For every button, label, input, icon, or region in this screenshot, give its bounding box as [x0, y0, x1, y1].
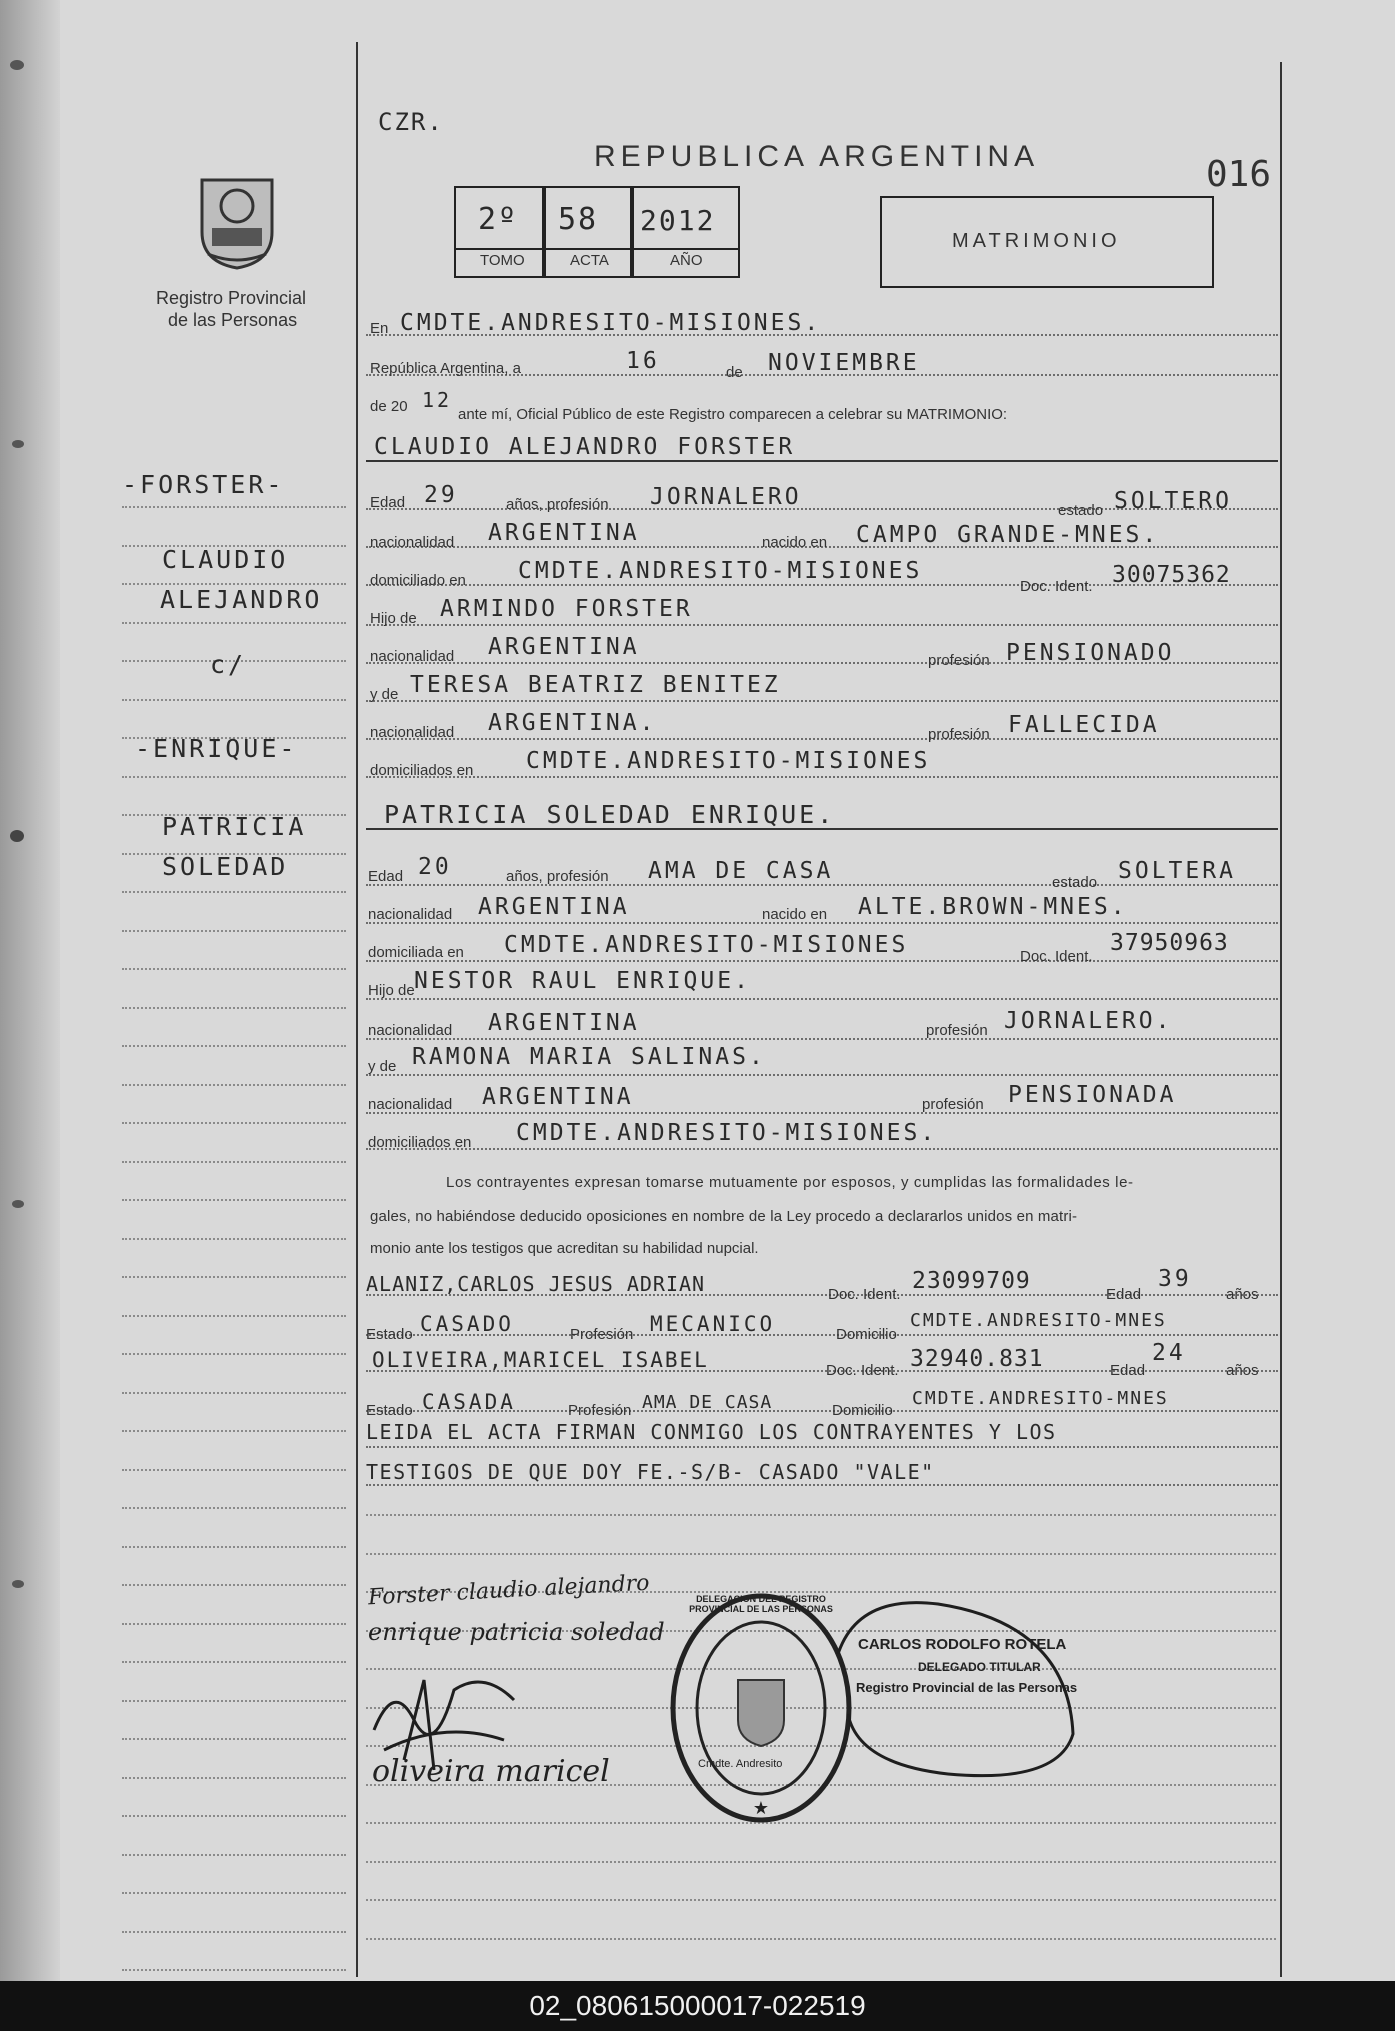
witness1-edad-label: Edad: [1106, 1286, 1142, 1303]
act-type-box: [880, 196, 1214, 288]
margin-ruled-line: [122, 1661, 346, 1663]
tomo-box: [454, 186, 546, 278]
body-ruled-line: [366, 1514, 1276, 1516]
groom-mother: TERESA BEATRIZ BENITEZ: [410, 672, 781, 698]
bride-dom-label: domiciliada en: [368, 944, 464, 961]
witness2-anos-label: años: [1226, 1362, 1259, 1379]
shield-icon: [192, 172, 282, 272]
witness1-domicile: CMDTE.ANDRESITO-MNES: [910, 1310, 1167, 1331]
svg-text:★: ★: [752, 1798, 770, 1818]
margin-ruled-line: [122, 776, 346, 778]
bride-parents-domicile: CMDTE.ANDRESITO-MISIONES.: [516, 1120, 938, 1146]
page-number: 016: [1206, 154, 1272, 195]
witness1-age: 39: [1158, 1266, 1192, 1292]
acta-box: [542, 186, 634, 278]
de-label: de: [726, 364, 743, 381]
bride-father-nac-label: nacionalidad: [368, 1022, 453, 1039]
ano-box: [630, 186, 740, 278]
tomo-label: TOMO: [480, 252, 525, 269]
official-title: DELEGADO TITULAR: [918, 1660, 1041, 1674]
acta-value: 58: [558, 202, 599, 237]
groom-edad-label: Edad: [370, 494, 406, 511]
stamp-text: DELEGACION DEL REGISTRO PROVINCIAL DE LAS PERSONAS: [689, 1594, 833, 1614]
declaration-line-1: Los contrayentes expresan tomarse mutuamente por esposos, y cumplidas las formalidades le-: [446, 1174, 1134, 1191]
corner-note: CZR.: [378, 108, 444, 136]
witness2-doc: 32940.831: [910, 1346, 1044, 1372]
witness1-estado-label: Estado: [366, 1326, 413, 1343]
margin-ruled-line: [122, 1276, 346, 1278]
margin-ruled-line: [122, 1700, 346, 1702]
groom-age: 29: [424, 482, 458, 508]
year-prefix: de 20: [370, 398, 408, 415]
tomo-value: 2º: [478, 202, 519, 237]
day-value: 16: [626, 348, 660, 374]
margin-ruled-line: [122, 1353, 346, 1355]
groom-parents-domicile: CMDTE.ANDRESITO-MISIONES: [526, 748, 931, 774]
bride-parents-dom-label: domiciliados en: [368, 1134, 472, 1151]
groom-profession: JORNALERO: [650, 484, 802, 510]
margin-ruled-line: [122, 1122, 346, 1124]
margin-ruled-line: [122, 1777, 346, 1779]
groom-father-prof-label: profesión: [928, 652, 990, 669]
witness1-name: ALANIZ,CARLOS JESUS ADRIAN: [366, 1272, 706, 1296]
margin-ruled-line: [122, 1969, 346, 1971]
groom-estado-label: estado: [1058, 502, 1104, 519]
groom-mother-prof-label: profesión: [928, 726, 990, 743]
margin-ruled-line: [122, 1161, 346, 1163]
margin-ruled-line: [122, 1469, 346, 1471]
margin-ruled-line: [122, 1623, 346, 1625]
binding-hole: [10, 60, 24, 70]
groom-parents-dom-label: domiciliados en: [370, 762, 474, 779]
binding-hole: [12, 1580, 24, 1588]
groom-hijo-label: Hijo de: [370, 610, 417, 627]
witness1-dom-label: Domicilio: [836, 1326, 897, 1343]
witness2-estado-label: Estado: [366, 1402, 413, 1419]
bride-mother-nat: ARGENTINA: [482, 1084, 634, 1110]
witness2-prof-label: Profesión: [568, 1402, 632, 1419]
intro-clause: ante mí, Oficial Público de este Registro comparecen a celebrar su MATRIMONIO:: [458, 406, 1008, 423]
witness1-doc-label: Doc. Ident.: [828, 1286, 901, 1303]
ano-value: 2012: [640, 204, 716, 237]
margin-ruled-line: [122, 1507, 346, 1509]
margin-ruled-line: [122, 1546, 346, 1548]
groom-yde-label: y de: [370, 686, 399, 703]
groom-domicile: CMDTE.ANDRESITO-MISIONES: [518, 558, 923, 584]
witness2-dom-label: Domicilio: [832, 1402, 893, 1419]
groom-nationality: ARGENTINA: [488, 520, 640, 546]
margin-ruled-line: [122, 1815, 346, 1817]
witness1-doc: 23099709: [912, 1268, 1031, 1294]
margin-ruled-line: [122, 1738, 346, 1740]
bride-age: 20: [418, 854, 452, 880]
margin-ruled-line: [122, 891, 346, 893]
groom-anos-label: años, profesión: [506, 496, 609, 513]
margin-ruled-line: [122, 1084, 346, 1086]
bride-domicile: CMDTE.ANDRESITO-MISIONES: [504, 932, 909, 958]
bride-doc: 37950963: [1110, 930, 1229, 956]
margin-divider: [356, 42, 358, 1977]
official-name: CARLOS RODOLFO ROTELA: [858, 1636, 1067, 1653]
margin-bride-given-1: PATRICIA: [162, 812, 307, 841]
margin-ruled-line: [122, 1315, 346, 1317]
bride-edad-label: Edad: [368, 868, 404, 885]
groom-mother-nat: ARGENTINA.: [488, 710, 657, 736]
registry-name-2: de las Personas: [168, 310, 298, 330]
signature-groom: Forster claudio alejandro: [367, 1570, 651, 1611]
witness2-age: 24: [1152, 1340, 1186, 1366]
closing-line-1: LEIDA EL ACTA FIRMAN CONMIGO LOS CONTRAYENTES Y LOS: [366, 1420, 1057, 1444]
ano-label: AÑO: [670, 252, 703, 269]
signature-witness: oliveira maricel: [372, 1754, 610, 1789]
bride-nacido-label: nacido en: [762, 906, 828, 923]
groom-estado: SOLTERO: [1114, 488, 1232, 514]
registry-seal: [192, 172, 282, 272]
bride-father-prof-label: profesión: [926, 1022, 988, 1039]
bride-hijo-label: Hijo de: [368, 982, 415, 999]
bride-full-name: PATRICIA SOLEDAD ENRIQUE.: [384, 800, 836, 829]
margin-ruled-line: [122, 1584, 346, 1586]
margin-bride-surname: -ENRIQUE-: [135, 734, 298, 763]
margin-ruled-line: [122, 1238, 346, 1240]
bride-nac-label: nacionalidad: [368, 906, 453, 923]
binding-hole: [10, 830, 24, 842]
bride-yde-label: y de: [368, 1058, 397, 1075]
witness2-domicile: CMDTE.ANDRESITO-MNES: [912, 1388, 1169, 1409]
binding-hole: [12, 440, 24, 448]
witness1-anos-label: años: [1226, 1286, 1259, 1303]
margin-ruled-line: [122, 1430, 346, 1432]
witness1-prof-label: Profesión: [570, 1326, 634, 1343]
republica-label: República Argentina, a: [370, 360, 521, 377]
declaration-line-3: monio ante los testigos que acreditan su habilidad nupcial.: [370, 1240, 759, 1257]
place-value: CMDTE.ANDRESITO-MISIONES.: [400, 310, 822, 336]
margin-ruled-line: [122, 622, 346, 624]
bride-doc-label: Doc. Ident.: [1020, 948, 1093, 965]
bride-estado: SOLTERA: [1118, 858, 1236, 884]
groom-mother-prof: FALLECIDA: [1008, 712, 1160, 738]
groom-father-nac-label: nacionalidad: [370, 648, 455, 665]
margin-ruled-line: [122, 506, 346, 508]
margin-ruled-line: [122, 1854, 346, 1856]
acta-label: ACTA: [570, 252, 609, 269]
country-title: REPUBLICA ARGENTINA: [594, 140, 1040, 173]
closing-line-2: TESTIGOS DE QUE DOY FE.-S/B- CASADO "VALE": [366, 1460, 935, 1484]
bride-anos-label: años, profesión: [506, 868, 609, 885]
margin-ruled-line: [122, 1199, 346, 1201]
stamp-center-text: Cmdte. Andresito: [698, 1758, 783, 1770]
margin-groom-surname: -FORSTER-: [122, 470, 285, 499]
body-ruled-line: [366, 1553, 1276, 1555]
margin-ruled-line: [122, 1392, 346, 1394]
groom-father-nat: ARGENTINA: [488, 634, 640, 660]
bride-profession: AMA DE CASA: [648, 858, 834, 884]
margin-groom-given-1: CLAUDIO: [162, 545, 289, 574]
witness1-estado: CASADO: [420, 1312, 514, 1336]
year-suffix: 12: [422, 388, 453, 412]
body-ruled-line: [366, 1861, 1276, 1863]
registry-name: Registro Provincial: [156, 288, 307, 308]
margin-conjunction: c/: [210, 650, 247, 679]
bride-nationality: ARGENTINA: [478, 894, 630, 920]
bride-mother: RAMONA MARIA SALINAS.: [412, 1044, 766, 1070]
witness2-profession: AMA DE CASA: [642, 1392, 773, 1413]
bride-mother-nac-label: nacionalidad: [368, 1096, 453, 1113]
margin-ruled-line: [122, 1045, 346, 1047]
witness2-name: OLIVEIRA,MARICEL ISABEL: [372, 1348, 709, 1372]
bride-estado-label: estado: [1052, 874, 1098, 891]
en-label: En: [370, 320, 389, 337]
bride-father: NESTOR RAUL ENRIQUE.: [414, 968, 751, 994]
margin-ruled-line: [122, 968, 346, 970]
groom-father: ARMINDO FORSTER: [440, 596, 693, 622]
binding-hole: [12, 1200, 24, 1208]
declaration-line-2: gales, no habiéndose deducido oposiciones en nombre de la Ley procedo a declararlos unidos en matri-: [370, 1208, 1078, 1225]
groom-father-prof: PENSIONADO: [1006, 640, 1175, 666]
bride-father-nat: ARGENTINA: [488, 1010, 640, 1036]
margin-ruled-line: [122, 699, 346, 701]
signature-bride: enrique patricia soledad: [368, 1618, 665, 1646]
groom-doc: 30075362: [1112, 562, 1231, 588]
margin-ruled-line: [122, 1007, 346, 1009]
margin-groom-given-2: ALEJANDRO: [160, 585, 323, 614]
bride-mother-prof-label: profesión: [922, 1096, 984, 1113]
bride-birthplace: ALTE.BROWN-MNES.: [858, 894, 1128, 920]
groom-doc-label: Doc. Ident.: [1020, 578, 1093, 595]
witness1-profession: MECANICO: [650, 1312, 776, 1336]
official-org: Registro Provincial de las Personas: [856, 1680, 1078, 1695]
groom-dom-label: domiciliado en: [370, 572, 466, 589]
witness2-edad-label: Edad: [1110, 1362, 1146, 1379]
groom-nacido-label: nacido en: [762, 534, 828, 551]
witness2-estado: CASADA: [422, 1390, 516, 1414]
margin-ruled-line: [122, 1892, 346, 1894]
margin-bride-given-2: SOLEDAD: [162, 852, 289, 881]
groom-nac-label: nacionalidad: [370, 534, 455, 551]
groom-mother-nac-label: nacionalidad: [370, 724, 455, 741]
body-ruled-line: [366, 1938, 1276, 1940]
body-ruled-line: [366, 1899, 1276, 1901]
groom-full-name: CLAUDIO ALEJANDRO FORSTER: [374, 434, 796, 460]
groom-birthplace: CAMPO GRANDE-MNES.: [856, 522, 1160, 548]
margin-ruled-line: [122, 930, 346, 932]
footer-file-code: 02_080615000017-022519: [0, 1981, 1395, 2031]
margin-ruled-line: [122, 1931, 346, 1933]
act-type: MATRIMONIO: [952, 230, 1121, 252]
bride-father-prof: JORNALERO.: [1004, 1008, 1173, 1034]
right-border: [1280, 62, 1282, 1977]
witness2-doc-label: Doc. Ident.: [826, 1362, 899, 1379]
month-value: NOVIEMBRE: [768, 350, 920, 376]
bride-mother-prof: PENSIONADA: [1008, 1082, 1177, 1108]
